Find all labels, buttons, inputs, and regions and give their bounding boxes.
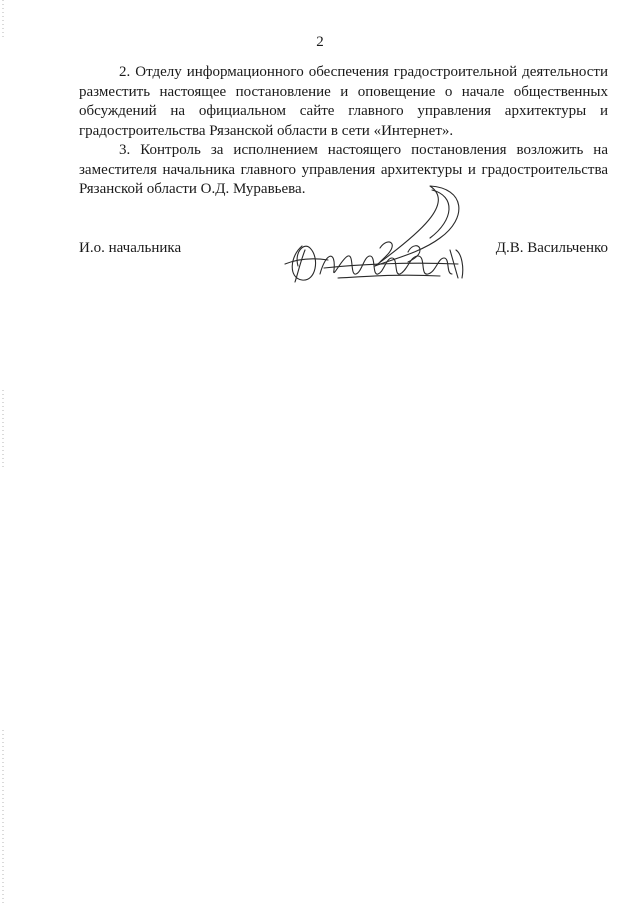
page-number: 2 bbox=[316, 34, 324, 50]
signer-role: И.о. начальника bbox=[79, 240, 182, 256]
signer-name: Д.В. Васильченко bbox=[495, 240, 608, 256]
scan-edge-marks bbox=[2, 0, 5, 905]
paragraph-control: 3. Контроль за исполнением настоящего постановления возложить на заместителя начальника главного управления архитектуры и градостроительства Рязанской области О.Д. Муравьева. bbox=[79, 142, 608, 197]
paragraph-publication: 2. Отделу информационного обеспечения градостроительной деятельности разместить настоящее постановление и оповещение о начале общественных обсуждений на официальном сайте главного управления архитектуры и градостроительства Рязанской области в сети «Интернет». bbox=[79, 64, 608, 139]
handwritten-signature-icon bbox=[280, 178, 470, 288]
